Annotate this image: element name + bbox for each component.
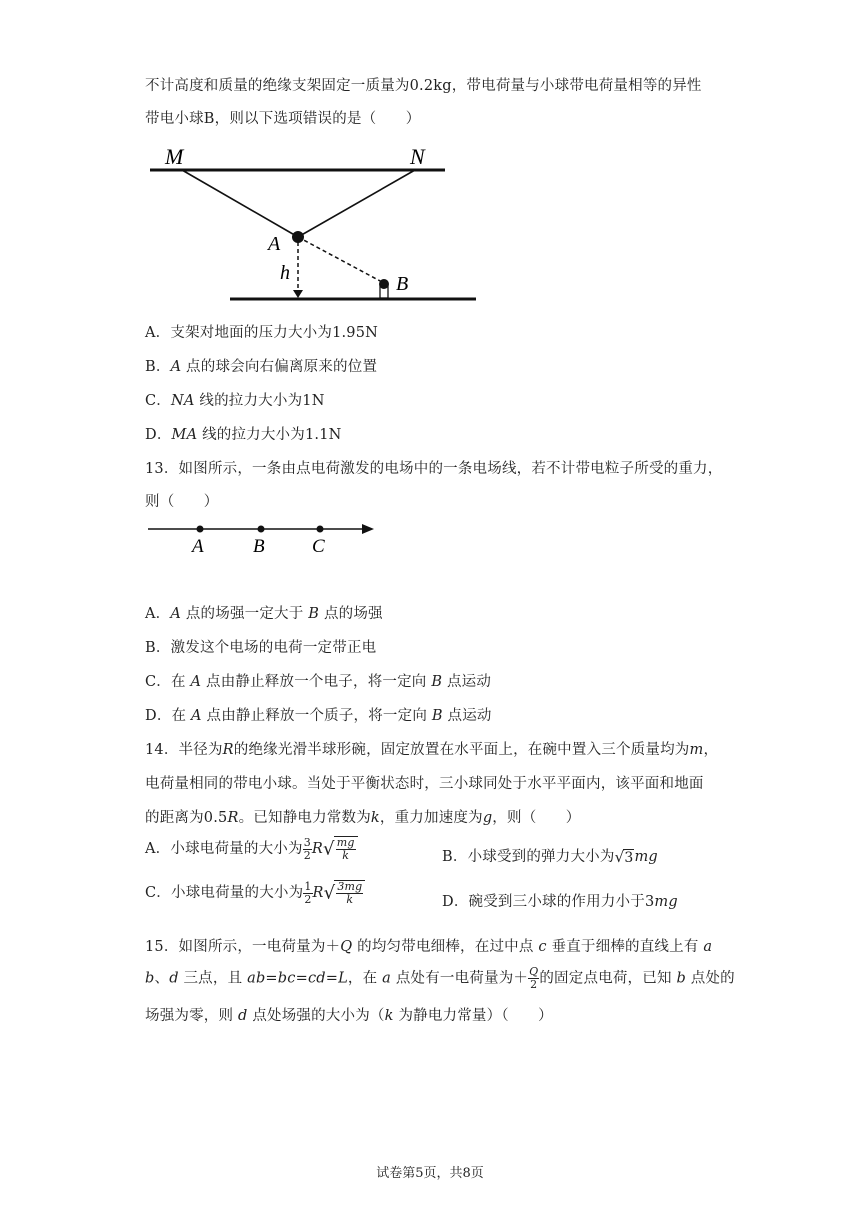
radicand: $\frac{mg}{k}$ bbox=[334, 836, 358, 862]
label-a: A bbox=[268, 233, 281, 255]
label-a: A bbox=[192, 536, 204, 557]
ball-a bbox=[292, 231, 304, 243]
q12-intro-line1: 不计高度和质量的绝缘支架固定一质量为0.2kg，带电荷量与小球带电荷量相等的异性 bbox=[145, 78, 702, 94]
sqrt-sign: √ bbox=[323, 882, 336, 904]
q13-option-b: B．激发这个电场的电荷一定带正电 bbox=[145, 640, 377, 656]
point-c bbox=[317, 526, 324, 533]
q12-option-b: B．A 点的球会向右偏离原来的位置 bbox=[145, 359, 378, 375]
q14-stem-line1: 14．半径为R的绝缘光滑半球形碗，固定放置在水平面上，在碗中置入三个质量均为m， bbox=[145, 742, 719, 758]
point-b bbox=[258, 526, 265, 533]
field-arrowhead bbox=[362, 524, 374, 534]
label-b: B bbox=[396, 273, 409, 295]
q13-option-d: D．在 A 点由静止释放一个质子，将一定向 B 点运动 bbox=[145, 708, 492, 724]
page-footer: 试卷第5页，共8页 bbox=[376, 1166, 484, 1181]
q13-option-a: A．A 点的场强一定大于 B 点的场强 bbox=[145, 606, 383, 622]
q14-stem-line2: 电荷量相同的带电小球。当处于平衡状态时，三小球同处于水平平面内，该平面和地面 bbox=[145, 776, 704, 792]
q14-option-a: A．小球电荷量的大小为 $\frac{3}{2}$ R√ $\frac{mg}{k}$ bbox=[145, 836, 358, 862]
q14-stem-line3: 的距离为0.5R。已知静电力常数为k，重力加速度为g，则（ ） bbox=[145, 810, 581, 826]
q14-option-d: D．碗受到三小球的作用力小于3mg bbox=[442, 894, 678, 910]
q14-option-c: C．小球电荷量的大小为 $\frac{1}{2}$ R√ $\frac{3mg}{k}$ bbox=[145, 880, 365, 906]
q12-intro-line2: 带电小球B，则以下选项错误的是（ ） bbox=[145, 111, 421, 127]
q12-option-d: D．MA 线的拉力大小为1.1N bbox=[145, 427, 342, 443]
radicand: $\frac{3mg}{k}$ bbox=[334, 880, 365, 906]
q12-option-c: C．NA 线的拉力大小为1N bbox=[145, 393, 325, 409]
sqrt-sign: √ bbox=[614, 848, 625, 866]
height-arrowhead bbox=[293, 290, 303, 298]
point-a bbox=[197, 526, 204, 533]
q13-stem-line2: 则（ ） bbox=[145, 494, 219, 510]
q12-figure bbox=[140, 140, 490, 310]
q13-option-c: C．在 A 点由静止释放一个电子，将一定向 B 点运动 bbox=[145, 674, 492, 690]
q12-option-a: A．支架对地面的压力大小为1.95N bbox=[145, 325, 379, 341]
q13-figure bbox=[140, 515, 390, 560]
string-na bbox=[298, 170, 415, 237]
label-b: B bbox=[253, 536, 265, 557]
q15-stem-line2: b、d 三点，且 ab=bc=cd=L，在 a 点处有一电荷量为＋ $\frac{Q}{2}$ 的固定点电荷，已知 b 点处的 bbox=[145, 965, 735, 991]
fraction: $\frac{3}{2}$ bbox=[303, 835, 311, 862]
q15-stem-line1: 15．如图所示，一电荷量为＋Q 的均匀带电细棒，在过中点 c 垂直于细棒的直线上有 a bbox=[145, 939, 713, 955]
label-c: C bbox=[312, 536, 325, 557]
label-m: M bbox=[165, 144, 184, 169]
q13-stem-line1: 13．如图所示，一条由点电荷激发的电场中的一条电场线，若不计带电粒子所受的重力， bbox=[145, 461, 723, 477]
label-n: N bbox=[410, 144, 425, 169]
fraction: $\frac{Q}{2}$ bbox=[529, 965, 539, 991]
q15-stem-line3: 场强为零，则 d 点处场强的大小为（k 为静电力常量）（ ） bbox=[145, 1008, 553, 1024]
fraction: $\frac{1}{2}$ bbox=[304, 879, 312, 906]
string-ma bbox=[182, 170, 298, 237]
dashed-ab bbox=[298, 237, 382, 282]
q14-option-b: B．小球受到的弹力大小为√3mg bbox=[442, 848, 658, 866]
label-h: h bbox=[280, 262, 290, 284]
sqrt-sign: √ bbox=[323, 838, 335, 860]
